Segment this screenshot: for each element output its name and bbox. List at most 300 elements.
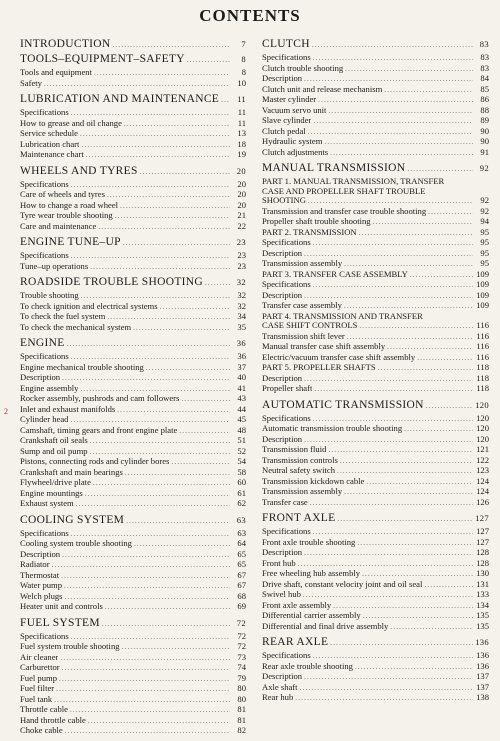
toc-entry-page-number: 79 (237, 672, 246, 683)
toc-entry-label: Differential carrier assembly (262, 611, 361, 620)
toc-entry-page-number: 74 (237, 662, 246, 672)
toc-entry-label: Engine mechanical trouble shooting (20, 362, 144, 372)
dot-leader (93, 479, 230, 489)
dot-leader (62, 664, 230, 674)
dot-leader (62, 551, 230, 561)
toc-entry-page-number: 126 (476, 496, 489, 507)
toc-entry-page-number: 63 (237, 527, 246, 538)
toc-entry-label: Manual transfer case shift assembly (262, 342, 386, 351)
dot-leader (124, 120, 230, 130)
toc-entry (262, 611, 489, 622)
toc-entry-label: Description (20, 549, 61, 559)
dot-leader (105, 603, 230, 613)
toc-entry-page-number: 116 (476, 330, 489, 341)
dot-leader (428, 208, 473, 218)
dot-leader (387, 343, 473, 353)
toc-entry-page-number: 116 (476, 351, 489, 362)
dot-leader (404, 425, 473, 435)
section-heading (262, 162, 489, 176)
toc-entry (262, 622, 489, 633)
toc-section (20, 236, 246, 272)
dot-leader (179, 427, 230, 437)
toc-section (20, 514, 246, 613)
dot-leader (313, 415, 473, 425)
toc-entry-page-number: 127 (476, 526, 489, 536)
section-heading-page-number: 136 (475, 637, 489, 647)
toc-section (262, 399, 489, 509)
dot-leader (62, 374, 230, 384)
toc-entry-page-number: 20 (237, 189, 246, 199)
dot-leader (304, 673, 473, 683)
toc-entry-label: To check the mechanical system (20, 322, 132, 332)
toc-entry-page-number: 58 (237, 466, 246, 477)
dot-leader (357, 539, 473, 549)
toc-entry-label: Front axle assembly (262, 600, 332, 610)
dot-leader (330, 637, 473, 650)
section-heading-page-number: 83 (479, 39, 489, 49)
section-heading-page-number: 20 (236, 165, 246, 176)
toc-entry-page-number: 134 (476, 599, 489, 610)
contents-left-column (20, 38, 246, 741)
toc-entry-page-number: 82 (237, 725, 246, 735)
toc-entry-page-number: 21 (237, 210, 246, 220)
toc-entry-label: Hand throttle cable (20, 715, 86, 725)
dot-leader (390, 623, 473, 633)
toc-entry-label: Pistons, connecting rods and cylinder bores (20, 457, 170, 466)
toc-entry-label: Specifications (262, 53, 311, 62)
toc-entry-page-number: 80 (237, 693, 246, 704)
dot-leader (86, 151, 230, 161)
toc-entry (20, 415, 246, 426)
toc-entry-page-number: 40 (237, 372, 246, 382)
toc-entry-label: Cooling system trouble shooting (20, 539, 132, 548)
toc-entry-label: Tune–up operations (20, 261, 89, 271)
toc-entry-label: PART 4. TRANSMISSION AND TRANSFER (262, 311, 423, 321)
dot-leader (314, 385, 473, 395)
toc-entry-label: Heater unit and controls (20, 602, 103, 611)
dot-leader (71, 252, 230, 262)
toc-entry-label: Transmission fluid (262, 445, 327, 454)
toc-entry-page-number: 118 (476, 372, 489, 383)
toc-entry-page-number: 120 (476, 412, 489, 423)
toc-entry-label: Transfer case assembly (262, 301, 342, 310)
toc-section (262, 162, 489, 395)
toc-entry (262, 64, 489, 75)
toc-entry (262, 187, 489, 197)
toc-entry-label: Radiator (20, 560, 50, 569)
toc-entry-label: Drive shaft, constant velocity joint and oil seal (262, 579, 423, 589)
toc-entry-page-number: 124 (476, 486, 489, 496)
toc-entry-page-number: 19 (237, 149, 246, 159)
dot-leader (115, 212, 230, 222)
toc-entry (262, 456, 489, 467)
toc-entry-label: Welch plugs (20, 591, 63, 601)
toc-entry (262, 672, 489, 683)
toc-entry (20, 323, 246, 334)
dot-leader (117, 406, 230, 416)
dot-leader (313, 117, 473, 127)
toc-entry-page-number: 32 (237, 300, 246, 311)
toc-entry-page-number: 69 (237, 601, 246, 611)
dot-leader (318, 96, 473, 106)
toc-entry-label: Maintenance chart (20, 150, 84, 159)
toc-entry-page-number: 64 (237, 538, 246, 548)
toc-entry (262, 363, 489, 374)
toc-entry (20, 560, 246, 571)
dot-leader (333, 602, 473, 612)
toc-entry-page-number: 90 (480, 136, 489, 146)
section-heading (262, 399, 489, 413)
dot-leader (355, 663, 473, 673)
toc-entry (262, 207, 489, 218)
toc-entry (262, 177, 489, 187)
toc-entry-label: How to change a road wheel (20, 200, 119, 210)
dot-leader (347, 333, 473, 343)
toc-entry (262, 445, 489, 456)
dot-leader (187, 54, 230, 67)
toc-entry-page-number: 138 (476, 692, 489, 702)
toc-section (262, 38, 489, 158)
dot-leader (88, 717, 230, 727)
toc-entry-label: Cylinder head (20, 415, 69, 424)
dot-leader (330, 149, 473, 159)
toc-entry (262, 559, 489, 570)
toc-entry-label: Trouble shooting (20, 291, 79, 300)
toc-entry-label: How to grease and oil change (20, 118, 122, 128)
section-heading-label: ENGINE (20, 337, 65, 349)
dot-leader (313, 652, 473, 662)
toc-entry (20, 447, 246, 458)
dot-leader (80, 385, 230, 395)
toc-entry (20, 79, 246, 90)
dot-leader (56, 685, 230, 695)
toc-entry-label: Thermostat (20, 570, 60, 580)
section-heading (262, 512, 489, 526)
dot-leader (160, 303, 230, 313)
dot-leader (76, 500, 230, 510)
toc-entry-page-number: 109 (476, 300, 489, 310)
toc-entry (20, 68, 246, 79)
toc-entry-label: SHOOTING (262, 196, 306, 205)
toc-entry-page-number: 95 (480, 258, 489, 268)
toc-entry-label: Air cleaner (20, 652, 59, 662)
toc-entry-label: Description (262, 672, 303, 681)
dot-leader (70, 416, 230, 426)
dot-leader (345, 65, 473, 75)
dot-leader (304, 436, 473, 446)
dot-leader (312, 39, 473, 52)
toc-entry-page-number: 67 (237, 569, 246, 580)
section-heading-label: FRONT AXLE (262, 512, 336, 524)
dot-leader (65, 727, 230, 737)
toc-entry-page-number: 62 (237, 498, 246, 508)
toc-entry (20, 632, 246, 643)
toc-entry-page-number: 41 (237, 382, 246, 393)
section-heading (262, 38, 489, 52)
toc-entry-page-number: 95 (480, 226, 489, 237)
dot-leader (120, 202, 230, 212)
toc-entry (20, 716, 246, 727)
dot-leader (90, 448, 230, 458)
toc-entry-page-number: 13 (237, 128, 246, 138)
toc-entry-page-number: 109 (476, 279, 489, 289)
toc-entry-label: Specifications (262, 413, 311, 423)
toc-entry-page-number: 136 (476, 660, 489, 671)
toc-entry-label: Camshaft, timing gears and front engine plate (20, 425, 178, 435)
toc-entry-page-number: 121 (476, 444, 489, 454)
toc-entry-page-number: 109 (476, 289, 489, 300)
toc-entry (20, 363, 246, 374)
dot-leader (125, 469, 230, 479)
toc-entry-label: Clutch adjustments (262, 147, 329, 157)
toc-entry (262, 424, 489, 435)
toc-entry (262, 312, 489, 322)
dot-leader (60, 654, 230, 664)
dot-leader (426, 400, 473, 413)
toc-entry-page-number: 61 (237, 487, 246, 498)
toc-entry (20, 394, 246, 405)
toc-entry (262, 374, 489, 385)
toc-entry (20, 674, 246, 685)
toc-entry-label: Engine mountings (20, 488, 83, 498)
toc-entry-page-number: 95 (480, 247, 489, 258)
toc-entry-label: Specifications (262, 238, 311, 247)
toc-entry (20, 150, 246, 161)
toc-entry-page-number: 85 (480, 83, 489, 94)
dot-leader (308, 197, 473, 207)
toc-entry-page-number: 123 (476, 465, 489, 475)
dot-leader (310, 499, 473, 509)
section-heading-page-number: 7 (241, 39, 246, 49)
toc-entry-label: Description (262, 373, 303, 383)
contents-right-column (262, 38, 489, 708)
section-heading (20, 236, 246, 250)
toc-entry (20, 499, 246, 510)
dot-leader (171, 458, 230, 468)
section-heading-page-number: 32 (236, 277, 246, 287)
toc-entry-label: Description (262, 290, 303, 300)
dot-leader (85, 490, 230, 500)
dot-leader (424, 581, 473, 591)
toc-entry (262, 487, 489, 498)
toc-entry-page-number: 130 (476, 568, 489, 578)
toc-entry (20, 291, 246, 302)
dot-leader (378, 364, 473, 374)
dot-leader (221, 94, 230, 107)
toc-entry (262, 548, 489, 559)
toc-entry-page-number: 109 (476, 268, 489, 279)
toc-entry (20, 262, 246, 273)
toc-entry-label: Description (20, 373, 61, 382)
toc-entry-label: Choke cable (20, 726, 63, 735)
toc-entry (20, 119, 246, 130)
section-heading-label: TOOLS–EQUIPMENT–SAFETY (20, 53, 185, 65)
toc-entry (20, 373, 246, 384)
toc-entry-label: Transmission shift lever (262, 331, 345, 341)
toc-entry (262, 238, 489, 249)
section-heading-page-number: 92 (479, 163, 489, 173)
dot-leader (328, 446, 473, 456)
section-heading (20, 617, 246, 631)
dot-leader (80, 130, 230, 140)
toc-entry-label: Axle shaft (262, 682, 298, 692)
section-heading-label: INTRODUCTION (20, 38, 111, 50)
toc-entry-label: Automatic transmission trouble shooting (262, 424, 403, 433)
toc-entry (20, 312, 246, 323)
toc-entry-label: Propeller shaft (262, 384, 313, 393)
toc-entry-page-number: 45 (237, 414, 246, 424)
section-heading-label: FUEL SYSTEM (20, 616, 100, 629)
toc-section (262, 512, 489, 632)
toc-entry (20, 384, 246, 395)
dot-leader (70, 706, 230, 716)
toc-entry-page-number: 36 (237, 351, 246, 361)
toc-entry-label: To check the fuel system (20, 312, 106, 321)
toc-entry-label: Care of wheels and tyres (20, 190, 105, 199)
toc-entry-page-number: 8 (241, 67, 246, 77)
dot-leader (61, 572, 230, 582)
toc-entry (20, 581, 246, 592)
toc-entry-label: Specifications (20, 251, 69, 260)
dot-leader (304, 549, 473, 559)
toc-entry-label: Fuel system trouble shooting (20, 642, 120, 651)
dot-leader (362, 570, 473, 580)
toc-entry (20, 529, 246, 540)
toc-entry-page-number: 35 (237, 321, 246, 332)
dot-leader (304, 375, 473, 385)
toc-entry (262, 569, 489, 580)
toc-entry-page-number: 86 (480, 94, 489, 104)
toc-entry-label: To check ignition and electrical systems (20, 301, 158, 311)
toc-entry-label: PART 1. MANUAL TRANSMISSION, TRANSFER (262, 177, 445, 186)
toc-entry (262, 332, 489, 343)
dot-leader (90, 263, 230, 273)
toc-entry (262, 590, 489, 601)
toc-entry (262, 498, 489, 509)
dot-leader (344, 302, 473, 312)
toc-entry-page-number: 89 (480, 115, 489, 125)
section-heading-label: LUBRICATION AND MAINTENANCE (20, 93, 220, 105)
toc-entry-page-number: 92 (480, 195, 489, 205)
toc-entry (262, 249, 489, 260)
toc-entry (262, 280, 489, 291)
toc-entry-label: Transmission assembly (262, 259, 343, 268)
section-heading (20, 165, 246, 179)
section-heading (20, 514, 246, 528)
toc-entry-page-number: 128 (476, 547, 489, 557)
dot-leader (52, 561, 230, 571)
toc-entry (262, 85, 489, 96)
dot-leader (373, 218, 473, 228)
toc-entry-page-number: 83 (480, 62, 489, 73)
dot-leader (134, 540, 230, 550)
toc-entry-label: Specifications (20, 631, 69, 641)
dot-leader (81, 292, 230, 302)
section-heading (20, 276, 246, 290)
toc-entry-page-number: 133 (476, 589, 489, 599)
toc-entry-label: CASE AND PROPELLER SHAFT TROUBLE (262, 186, 426, 196)
toc-entry (20, 571, 246, 582)
toc-entry (20, 489, 246, 500)
toc-entry (262, 601, 489, 612)
toc-entry-label: Specifications (20, 179, 69, 189)
section-heading-label: MANUAL TRANSMISSION (262, 162, 406, 174)
dot-leader (337, 513, 473, 526)
dot-leader (71, 109, 230, 119)
toc-entry-label: Sump and oil pump (20, 446, 88, 456)
toc-entry (262, 384, 489, 395)
toc-entry-label: Front hub (262, 558, 296, 568)
toc-entry-page-number: 118 (476, 383, 489, 393)
dot-leader (313, 239, 473, 249)
dot-leader (71, 530, 230, 540)
toc-entry-page-number: 10 (237, 77, 246, 88)
dot-leader (65, 593, 230, 603)
toc-entry (262, 127, 489, 138)
toc-entry-page-number: 88 (480, 104, 489, 115)
dot-leader (71, 353, 230, 363)
toc-entry-page-number: 48 (237, 424, 246, 435)
section-heading-label: COOLING SYSTEM (20, 513, 125, 526)
toc-entry-page-number: 116 (476, 341, 489, 351)
toc-entry (262, 301, 489, 312)
toc-entry-label: Transmission kickdown cable (262, 476, 365, 486)
toc-entry (20, 190, 246, 201)
toc-entry-label: Transmission assembly (262, 487, 343, 496)
toc-entry-label: Rear hub (262, 693, 294, 702)
dot-leader (107, 313, 230, 323)
toc-entry (20, 211, 246, 222)
section-heading (20, 53, 246, 67)
toc-entry-page-number: 137 (476, 681, 489, 692)
toc-entry-label: Description (262, 248, 303, 258)
toc-entry (262, 270, 489, 281)
dot-leader (313, 528, 473, 538)
toc-entry-page-number: 81 (237, 714, 246, 725)
toc-entry-page-number: 92 (480, 205, 489, 216)
toc-entry-label: Description (262, 548, 303, 557)
section-heading-page-number: 72 (236, 617, 246, 628)
toc-entry (262, 53, 489, 64)
toc-entry (262, 217, 489, 228)
dot-leader (363, 612, 473, 622)
toc-entry-page-number: 18 (237, 138, 246, 149)
toc-entry-page-number: 54 (237, 456, 246, 466)
toc-entry (262, 651, 489, 662)
toc-entry-page-number: 44 (237, 403, 246, 414)
toc-entry-label: Exhaust system (20, 499, 74, 508)
toc-entry (20, 705, 246, 716)
toc-entry-page-number: 20 (237, 199, 246, 210)
toc-entry-page-number: 116 (476, 320, 489, 330)
dot-leader (102, 618, 230, 631)
dot-leader (67, 338, 230, 351)
toc-entry (20, 251, 246, 262)
toc-entry-label: Lubrication chart (20, 139, 80, 149)
toc-entry-page-number: 127 (476, 536, 489, 547)
toc-entry-label: PART 3. TRANSFER CASE ASSEMBLY (262, 269, 408, 279)
toc-entry-label: Fuel pump (20, 673, 58, 683)
dot-leader (64, 582, 230, 592)
toc-entry-label: Fuel filter (20, 684, 55, 693)
toc-entry-label: Specifications (262, 651, 311, 660)
dot-leader (313, 54, 473, 64)
page-title: CONTENTS (199, 6, 301, 25)
toc-entry (262, 95, 489, 106)
toc-entry-label: Specifications (20, 108, 69, 117)
toc-entry-page-number: 118 (476, 362, 489, 372)
toc-entry (20, 592, 246, 603)
